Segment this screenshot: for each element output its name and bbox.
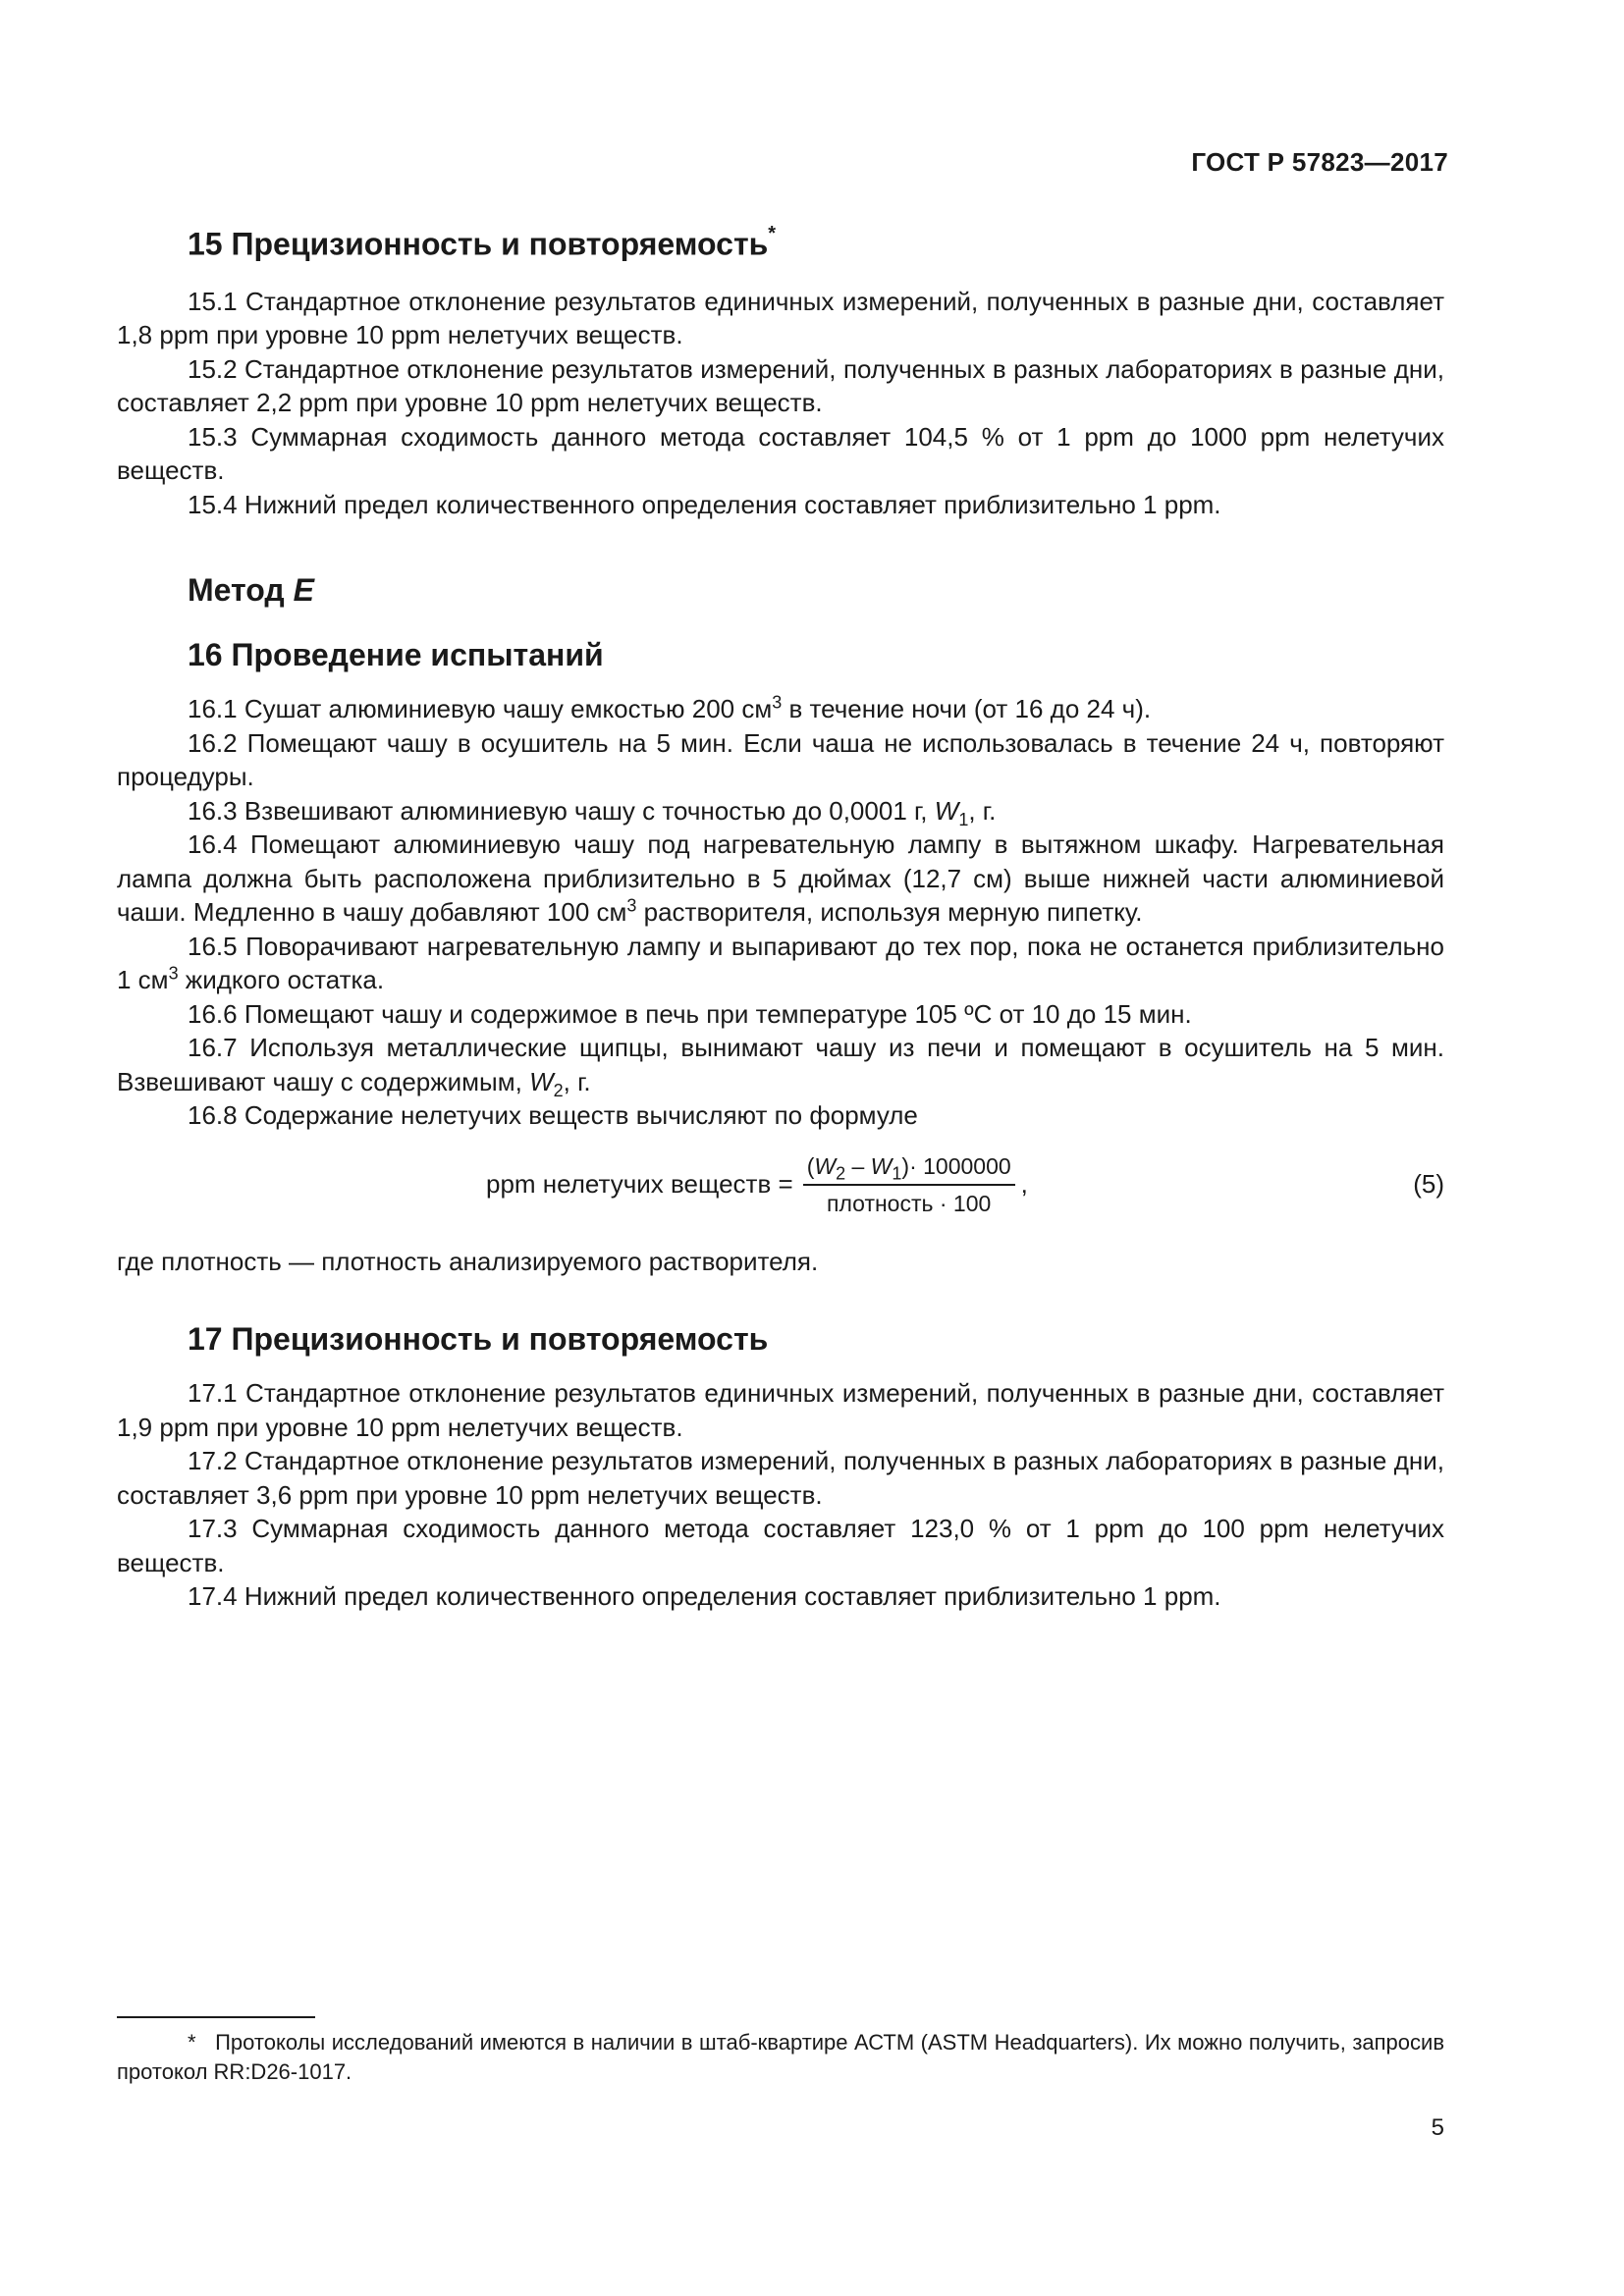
- page-number: 5: [1431, 2114, 1444, 2141]
- document-id: ГОСТ Р 57823—2017: [1191, 147, 1448, 177]
- footnote-text: Протоколы исследований имеются в наличии в штаб-квартире АСТМ (ASTM Headquarters). Их можно получить, запросив протокол RR:D26-1017.: [117, 2030, 1445, 2084]
- method-prefix: Метод: [188, 572, 285, 609]
- formula-number: (5): [1413, 1169, 1444, 1200]
- paragraph-16-8: 16.8 Содержание нелетучих веществ вычисляют по формуле: [188, 1100, 918, 1131]
- section-15-title: [117, 218, 1444, 264]
- paragraph-16-5: 16.5 Поворачивают нагревательную лампу и выпаривают до тех пор, пока не останется приблизительно 1 $см^3$ жидкого остатка.: [117, 931, 1444, 995]
- paragraph-17-1: 17.1 Стандартное отклонение результатов единичных измерений, полученных в разные дни, составляет 1,9 ppm при уровне 10 ppm нелетучих веществ.: [117, 1378, 1444, 1442]
- formula-lhs: ppm нелетучих веществ =: [486, 1169, 793, 1200]
- footnote-marker: *: [768, 223, 777, 244]
- paragraph-15-1: 15.1 Стандартное отклонение результатов единичных измерений, полученных в разные дни, составляет 1,8 ppm при уровне 10 ppm нелетучих веществ.: [117, 286, 1444, 350]
- formula-numerator: $(W_2 - W_1)\cdot 1000000$: [806, 1152, 1011, 1184]
- method-heading: [117, 570, 1444, 610]
- section-15: [117, 218, 1444, 521]
- page-content: [117, 218, 1444, 1614]
- section-17: [117, 1319, 1444, 1614]
- paragraph-16-6: 16.6 Помещают чашу и содержимое в печь при температуре 105 ºС от 10 до 15 мин.: [188, 998, 1192, 1029]
- paragraph-17-3: 17.3 Суммарная сходимость данного метода составляет 123,0 % от 1 ppm до 100 ppm нелетучих веществ.: [117, 1514, 1444, 1577]
- formula-comma: ,: [1020, 1169, 1028, 1200]
- footnote: [117, 2028, 1444, 2087]
- paragraph-16-3: 16.3 Взвешивают алюминиевую чашу с точностью до 0,0001 г, $W_1$, г.: [188, 795, 997, 829]
- paragraph-15-3: 15.3 Суммарная сходимость данного метода составляет 104,5 % от 1 ppm до 1000 ppm нелетучих веществ.: [117, 421, 1444, 486]
- section-17-title: 17 Прецизионность и повторяемость: [188, 1321, 769, 1358]
- paragraph-17-4: 17.4 Нижний предел количественного определения составляет приблизительно 1 ppm.: [188, 1581, 1221, 1612]
- formula-5: [117, 1148, 1444, 1221]
- formula-fraction: [803, 1151, 1015, 1218]
- formula-body: [486, 1148, 1028, 1221]
- footnote-divider: [117, 2016, 315, 2018]
- formula-explanation: где плотность — плотность анализируемого растворителя.: [117, 1246, 819, 1276]
- section-16: [117, 635, 1444, 1278]
- paragraph-16-7: 16.7 Используя металлические щипцы, вынимают чашу из печи и помещают в осушитель на 5 мин. Взвешивают чашу с содержимым, $W_2$, г.: [117, 1033, 1444, 1100]
- formula-denominator: плотность · 100: [827, 1190, 992, 1216]
- paragraph-17-2: 17.2 Стандартное отклонение результатов измерений, полученных в разных лабораториях в разные дни, составляет 3,6 ppm при уровне 10 ppm нелетучих веществ.: [117, 1446, 1444, 1510]
- paragraph-16-1: 16.1 Сушат алюминиевую чашу емкостью 200 $см^3$ в течение ночи (от 16 до 24 ч).: [188, 692, 1152, 724]
- section-16-title: 16 Проведение испытаний: [188, 637, 604, 673]
- paragraph-15-2: 15.2 Стандартное отклонение результатов измерений, полученных в разных лабораториях в разные дни, составляет 2,2 ppm при уровне 10 ppm нелетучих веществ.: [117, 353, 1444, 418]
- paragraph-15-4: 15.4 Нижний предел количественного определения составляет приблизительно 1 ppm.: [188, 489, 1221, 519]
- paragraph-16-4: 16.4 Помещают алюминиевую чашу под нагревательную лампу в вытяжном шкафу. Нагревательная лампа должна быть расположена приблизительно в 5 дюймах (12,7 см) выше нижней части алюминиевой чаши. Медленно в чашу добавляют 100 $см^3$ растворителя, используя мерную пипетку.: [117, 829, 1444, 928]
- footnote-mark: *: [188, 2030, 196, 2055]
- paragraph-16-2: 16.2 Помещают чашу в осушитель на 5 мин. Если чаша не использовалась в течение 24 ч, повторяют процедуры.: [117, 727, 1444, 792]
- section-15-title-text: 15 Прецизионность и повторяемость: [188, 226, 769, 262]
- method-letter: E: [293, 572, 314, 609]
